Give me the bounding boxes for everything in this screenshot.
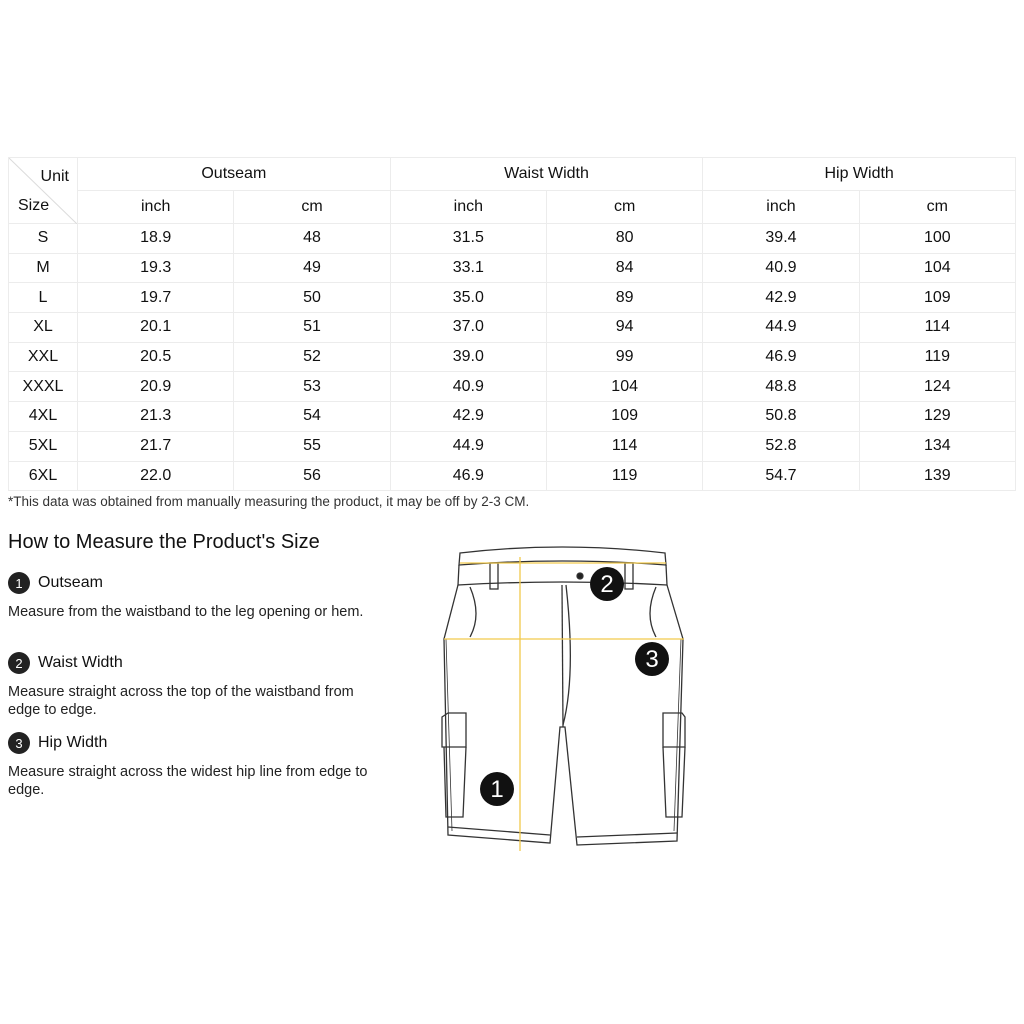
size-cell: XXXL: [9, 372, 78, 402]
measurement-lines: [444, 557, 684, 851]
measurement-cell: 53: [234, 372, 390, 402]
guide-title: How to Measure the Product's Size: [8, 531, 320, 553]
unit-header: inch: [703, 191, 859, 224]
measurement-cell: 39.0: [390, 342, 546, 372]
measurement-cell: 119: [546, 461, 702, 491]
measurement-cell: 129: [859, 402, 1015, 432]
step-title: Hip Width: [38, 734, 108, 751]
svg-text:3: 3: [645, 646, 659, 673]
measurement-cell: 21.7: [78, 431, 234, 461]
measurement-cell: 109: [859, 283, 1015, 313]
table-row: [9, 402, 1016, 432]
step-description: Measure straight across the widest hip line from edge to edge.: [8, 764, 368, 798]
measurement-cell: 39.4: [703, 224, 859, 254]
measurement-cell: 56: [234, 461, 390, 491]
unit-header-row: [9, 191, 1016, 224]
step-description: Measure straight across the top of the waistband from edge to edge.: [8, 684, 354, 718]
measurement-cell: 42.9: [390, 402, 546, 432]
table-row: [9, 431, 1016, 461]
step-number-badge: 1: [8, 572, 30, 594]
measurement-cell: 48: [234, 224, 390, 254]
measurement-cell: 80: [546, 224, 702, 254]
step-outseam: [8, 571, 373, 621]
measurement-cell: 124: [859, 372, 1015, 402]
table-row: [9, 224, 1016, 254]
measurement-cell: 46.9: [703, 342, 859, 372]
shorts-outline: [442, 547, 685, 845]
unit-header: cm: [546, 191, 702, 224]
step-title: Outseam: [38, 574, 103, 591]
size-cell: 5XL: [9, 431, 78, 461]
corner-header: [9, 158, 78, 224]
measurement-cell: 48.8: [703, 372, 859, 402]
size-cell: M: [9, 253, 78, 283]
measurement-cell: 94: [546, 313, 702, 343]
unit-header: cm: [234, 191, 390, 224]
svg-text:2: 2: [600, 571, 614, 598]
measurement-cell: 44.9: [703, 313, 859, 343]
measurement-cell: 49: [234, 253, 390, 283]
group-header-waist-width: Waist Width: [390, 158, 703, 191]
measurement-cell: 19.3: [78, 253, 234, 283]
table-row: [9, 342, 1016, 372]
measurement-cell: 134: [859, 431, 1015, 461]
measurement-cell: 52: [234, 342, 390, 372]
size-chart-table: [8, 157, 1016, 491]
measurement-cell: 19.7: [78, 283, 234, 313]
measurement-cell: 20.1: [78, 313, 234, 343]
measurement-cell: 40.9: [703, 253, 859, 283]
marker-waist-width: [590, 567, 624, 601]
table-row: [9, 372, 1016, 402]
corner-unit-label: Unit: [40, 168, 69, 185]
table-row: [9, 313, 1016, 343]
table-row: [9, 461, 1016, 491]
measurement-cell: 104: [546, 372, 702, 402]
step-number-badge: 2: [8, 652, 30, 674]
step-number-badge: 3: [8, 732, 30, 754]
measurement-cell: 104: [859, 253, 1015, 283]
measurement-cell: 51: [234, 313, 390, 343]
group-header-hip-width: Hip Width: [703, 158, 1016, 191]
measurement-cell: 22.0: [78, 461, 234, 491]
measurement-cell: 99: [546, 342, 702, 372]
size-cell: L: [9, 283, 78, 313]
measurement-cell: 40.9: [390, 372, 546, 402]
measurement-cell: 54.7: [703, 461, 859, 491]
size-cell: S: [9, 224, 78, 254]
size-cell: 4XL: [9, 402, 78, 432]
measurement-cell: 44.9: [390, 431, 546, 461]
corner-size-label: Size: [18, 197, 50, 214]
measurement-cell: 35.0: [390, 283, 546, 313]
measurement-cell: 31.5: [390, 224, 546, 254]
measurement-cell: 50.8: [703, 402, 859, 432]
shorts-diagram: [430, 535, 700, 860]
measurement-footnote: *This data was obtained from manually measuring the product, it may be off by 2-3 CM.: [8, 494, 530, 509]
step-title: Waist Width: [38, 654, 123, 671]
step-hip-width: [8, 731, 373, 799]
measurement-cell: 54: [234, 402, 390, 432]
marker-outseam: [480, 772, 514, 806]
size-cell: XXL: [9, 342, 78, 372]
marker-hip-width: [635, 642, 669, 676]
measurement-cell: 114: [546, 431, 702, 461]
measurement-cell: 100: [859, 224, 1015, 254]
measurement-cell: 109: [546, 402, 702, 432]
measurement-cell: 55: [234, 431, 390, 461]
measurement-cell: 18.9: [78, 224, 234, 254]
measurement-cell: 46.9: [390, 461, 546, 491]
size-cell: 6XL: [9, 461, 78, 491]
measurement-cell: 21.3: [78, 402, 234, 432]
measurement-cell: 50: [234, 283, 390, 313]
step-description: Measure from the waistband to the leg opening or hem.: [8, 604, 364, 620]
measurement-cell: 42.9: [703, 283, 859, 313]
svg-text:1: 1: [490, 776, 504, 803]
measurement-cell: 84: [546, 253, 702, 283]
measurement-cell: 119: [859, 342, 1015, 372]
measurement-cell: 20.5: [78, 342, 234, 372]
measurement-cell: 52.8: [703, 431, 859, 461]
group-header-outseam: Outseam: [78, 158, 391, 191]
measurement-cell: 139: [859, 461, 1015, 491]
measurement-cell: 37.0: [390, 313, 546, 343]
unit-header: inch: [78, 191, 234, 224]
measurement-cell: 33.1: [390, 253, 546, 283]
unit-header: cm: [859, 191, 1015, 224]
measurement-cell: 89: [546, 283, 702, 313]
step-waist-width: [8, 651, 373, 719]
size-cell: XL: [9, 313, 78, 343]
unit-header: inch: [390, 191, 546, 224]
table-row: [9, 283, 1016, 313]
measurement-cell: 20.9: [78, 372, 234, 402]
measurement-cell: 114: [859, 313, 1015, 343]
table-row: [9, 253, 1016, 283]
